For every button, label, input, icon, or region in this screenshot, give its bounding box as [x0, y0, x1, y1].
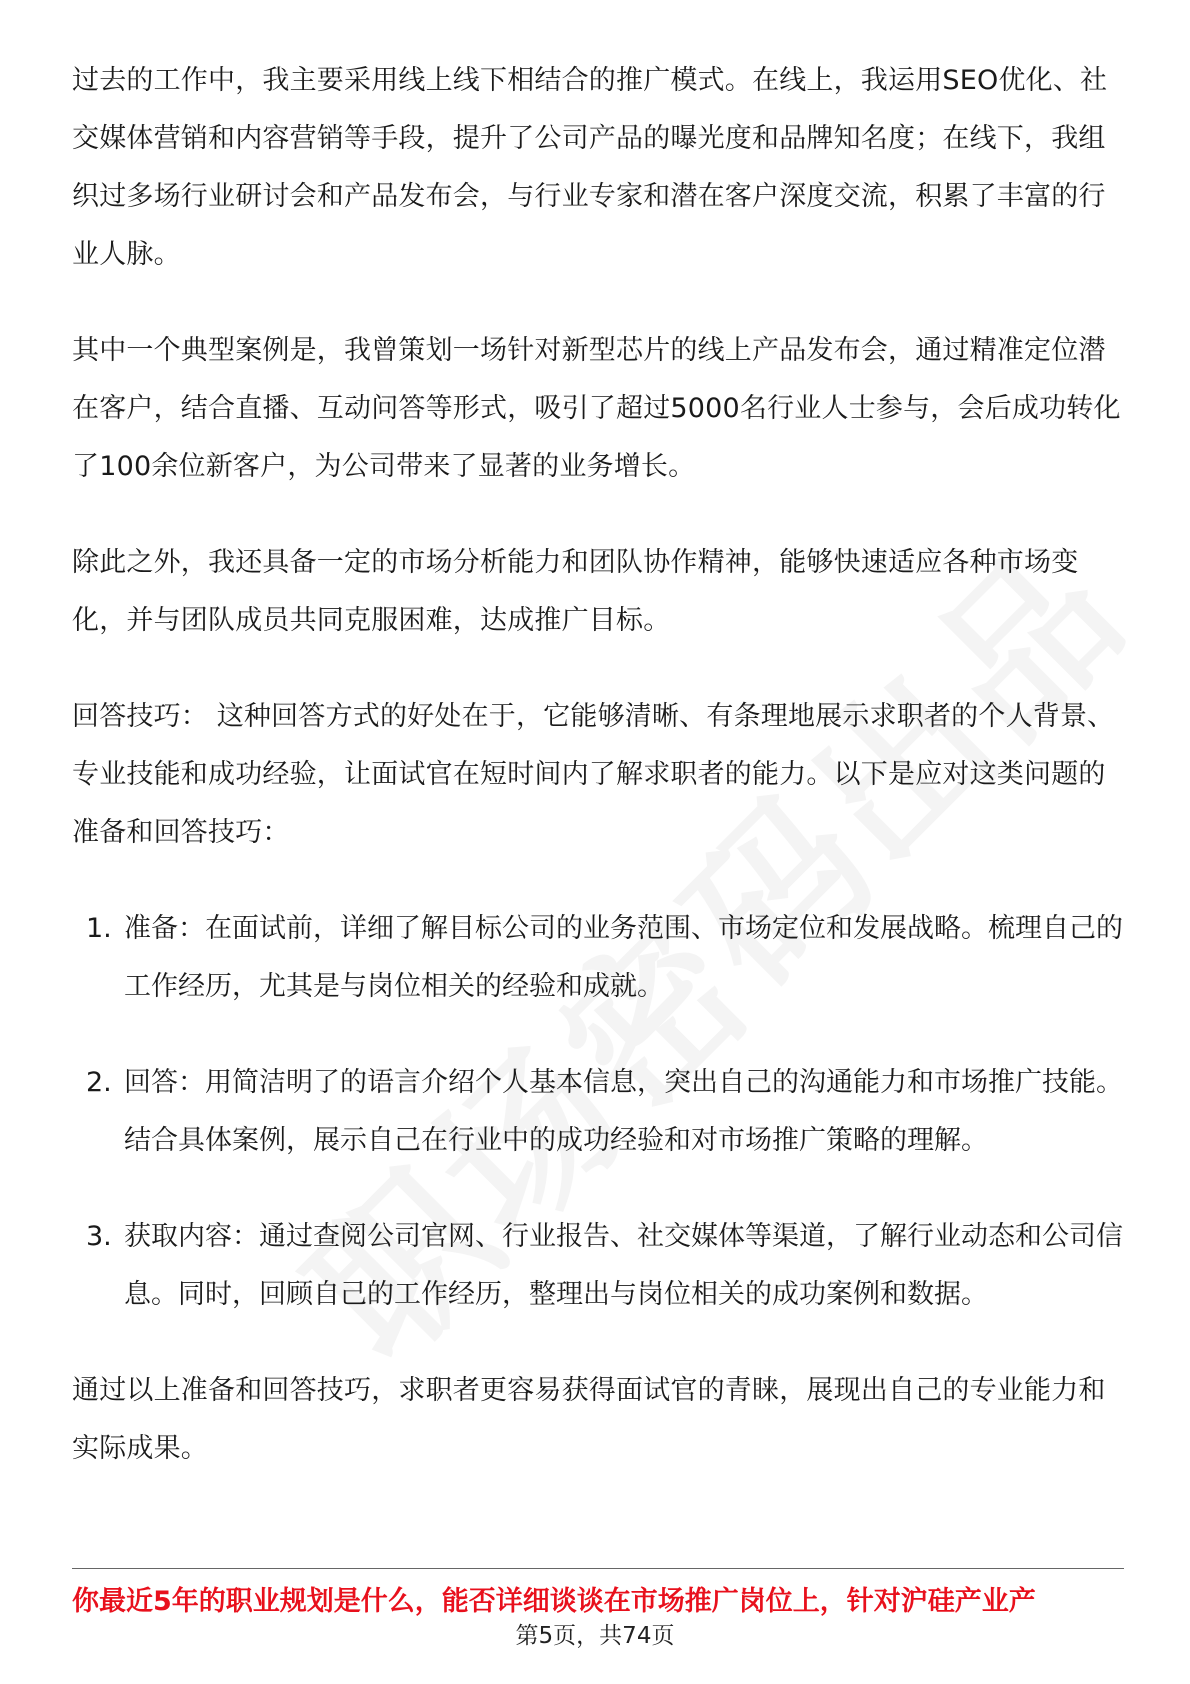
- list-item-text: 准备：在面试前，详细了解目标公司的业务范围、市场定位和发展战略。梳理自己的工作经历，尤其是与岗位相关的经验和成就。: [124, 913, 1123, 1002]
- list-number: 3.: [86, 1221, 112, 1252]
- next-question-heading: 你最近5年的职业规划是什么，能否详细谈谈在市场推广岗位上，针对沪硅产业产: [72, 1586, 1036, 1617]
- list-item: [72, 1208, 1124, 1324]
- page-number: 第5页，共74页: [515, 1623, 675, 1649]
- list-number: 1.: [86, 913, 112, 944]
- list-item: [72, 1054, 1124, 1170]
- list-item-text: 获取内容：通过查阅公司官网、行业报告、社交媒体等渠道，了解行业动态和公司信息。同时，回顾自己的工作经历，整理出与岗位相关的成功案例和数据。: [124, 1221, 1123, 1310]
- paragraph: 除此之外，我还具备一定的市场分析能力和团队协作精神，能够快速适应各种市场变化，并与团队成员共同克服困难，达成推广目标。: [72, 547, 1079, 636]
- list-number: 2.: [86, 1067, 112, 1098]
- tips-list: [72, 900, 1124, 1324]
- paragraph: 过去的工作中，我主要采用线上线下相结合的推广模式。在线上，我运用SEO优化、社交媒体营销和内容营销等手段，提升了公司产品的曝光度和品牌知名度；在线下，我组织过多场行业研讨会和产品发布会，与行业专家和潜在客户深度交流，积累了丰富的行业人脉。: [72, 65, 1108, 270]
- paragraph: 回答技巧： 这种回答方式的好处在于，它能够清晰、有条理地展示求职者的个人背景、专业技能和成功经验，让面试官在短时间内了解求职者的能力。以下是应对这类问题的准备和回答技巧：: [72, 701, 1115, 848]
- document-body: [72, 52, 1124, 1516]
- closing-paragraph: 通过以上准备和回答技巧，求职者更容易获得面试官的青睐，展现出自己的专业能力和实际成果。: [72, 1375, 1106, 1464]
- paragraph: 其中一个典型案例是，我曾策划一场针对新型芯片的线上产品发布会，通过精准定位潜在客户，结合直播、互动问答等形式，吸引了超过5000名行业人士参与，会后成功转化了100余位新客户，为公司带来了显著的业务增长。: [72, 335, 1121, 482]
- list-item-text: 回答：用简洁明了的语言介绍个人基本信息，突出自己的沟通能力和市场推广技能。结合具体案例，展示自己在行业中的成功经验和对市场推广策略的理解。: [124, 1067, 1123, 1156]
- list-item: [72, 900, 1124, 1016]
- footer-divider: [72, 1568, 1124, 1569]
